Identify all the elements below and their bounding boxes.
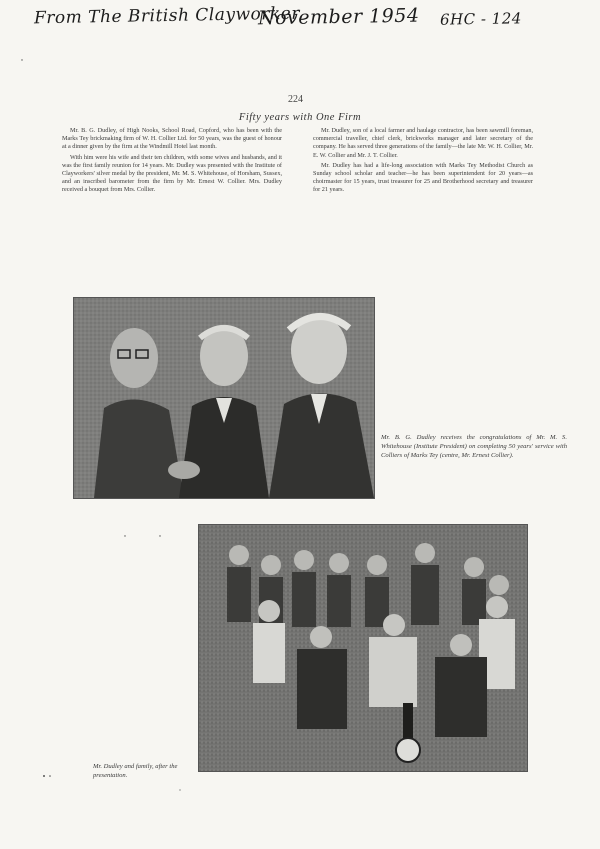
handwritten-reference-note: 6HC - 124 bbox=[439, 9, 522, 29]
photo-caption-presentation: Mr. B. G. Dudley receives the congratulations of Mr. M. S. Whitehouse (Institute President) on completing 50 years' service with Colliers of Marks Tey (centre, Mr. Ernest Collier). bbox=[381, 434, 567, 459]
article-paragraph: With him were his wife and their ten children, with some wives and husbands, and it was the first family reunion for 14 years. Mr. Dudley was presented with the Institute of Clayworkers' silver medal by the president, Mr. M. S. Whitehouse, of Horsham, Sussex, and an inscribed barometer from the firm by Mr. Ernest W. Collier. Mrs. Dudley received a bouquet from Mrs. Collier. bbox=[62, 153, 282, 194]
article-paragraph: Mr. Dudley has had a life-long association with Marks Tey Methodist Church as Sunday school scholar and teacher—he has been superintendent for 20 years—as choirmaster for 15 years, trust treasurer for 25 and Brotherhood secretary and treasurer for 21 years. bbox=[313, 161, 533, 194]
page-number: 224 bbox=[288, 94, 303, 105]
handwritten-source-note: From The British Clayworker bbox=[33, 3, 301, 29]
article-headline: Fifty years with One Firm bbox=[238, 112, 362, 123]
article-paragraph: Mr. B. G. Dudley, of High Nooks, School Road, Copford, who has been with the Marks Tey brickmaking firm of W. H. Collier Ltd. for 50 years, was the guest of honour at a dinner given by the firm at the Windmill Hotel last month. bbox=[62, 127, 282, 151]
photo-caption-family: Mr. Dudley and family, after the presentation. bbox=[93, 763, 178, 779]
handwritten-date-note: November 1954 bbox=[257, 4, 420, 30]
article-paragraph: Mr. Dudley, son of a local farmer and haulage contractor, has been sawmill foreman, commercial traveller, chief clerk, brickworks manager and later secretary of the company. He has served three generations of the family—the late Mr. W. H. Collier, Mr. E. W. Collier and Mr. J. T. Collier. bbox=[313, 127, 533, 159]
